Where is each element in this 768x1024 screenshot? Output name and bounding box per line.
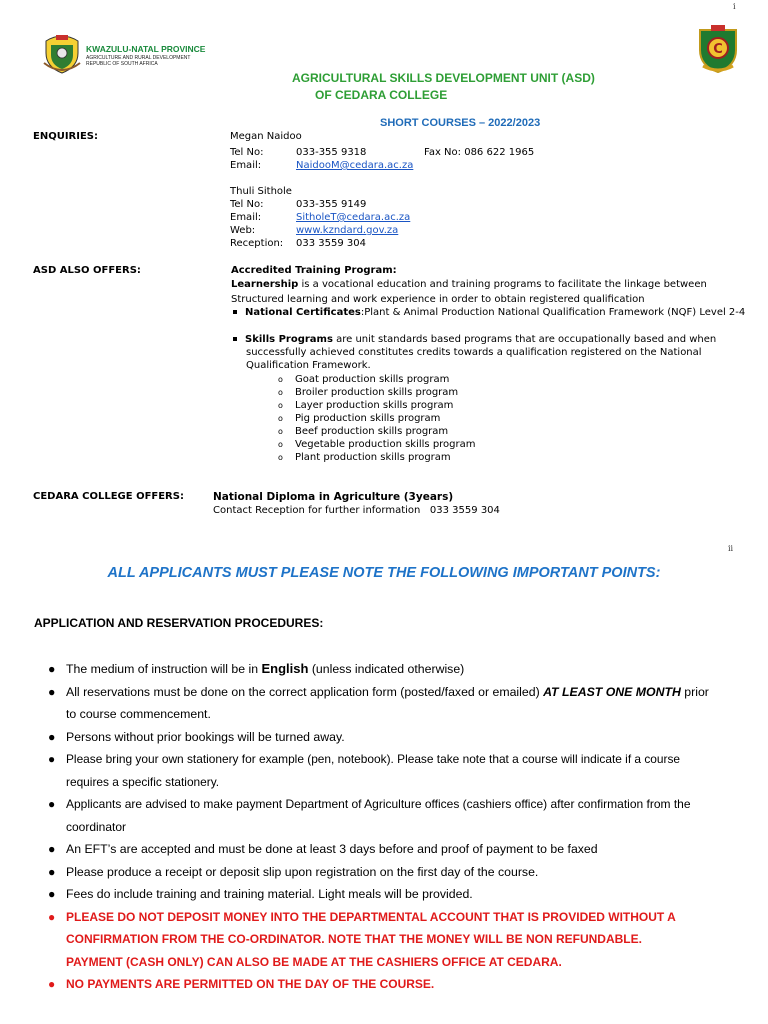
list-item — [278, 373, 476, 386]
bullet-text: prior — [680, 684, 709, 699]
accredited-heading: Accredited Training Program: — [231, 265, 397, 276]
list-item-warning — [48, 906, 746, 974]
reception-number: 033 3559 304 — [296, 238, 366, 249]
kzn-logo — [42, 33, 212, 77]
procedures-heading: APPLICATION AND RESERVATION PROCEDURES: — [34, 616, 324, 630]
list-item — [48, 726, 746, 749]
procedures-list — [48, 658, 746, 996]
circle-bullet-icon: o — [278, 440, 283, 449]
list-item — [278, 451, 476, 464]
warning-text: CONFIRMATION FROM THE CO-ORDINATOR. NOTE THAT THE MONEY WILL BE NON REFUNDABLE. — [66, 932, 642, 946]
country-label: REPUBLIC OF SOUTH AFRICA — [86, 61, 158, 67]
list-item — [278, 425, 476, 438]
learnership-line1 — [231, 278, 707, 291]
program-name: Broiler production skills program — [295, 387, 459, 398]
list-item — [278, 438, 476, 451]
bullet-text: (unless indicated otherwise) — [308, 662, 465, 676]
national-certificates-term: National Certificates — [245, 307, 361, 318]
bullet-text: requires a specific stationery. — [66, 774, 220, 789]
contact1-fax: Fax No: 086 622 1965 — [424, 147, 535, 158]
program-name: Beef production skills program — [295, 426, 449, 437]
enquiries-label: ENQUIRIES: — [33, 131, 98, 142]
contact2-tel-label: Tel No: — [230, 199, 264, 210]
unit-title-line2: OF CEDARA COLLEGE — [315, 88, 448, 102]
warning-text: PLEASE DO NOT DEPOSIT MONEY INTO THE DEPARTMENTAL ACCOUNT THAT IS PROVIDED WITHOUT A — [66, 909, 676, 924]
contact1-name: Megan Naidoo — [230, 131, 302, 142]
list-item — [48, 658, 746, 681]
bullet-emphasis: English — [261, 661, 309, 676]
department-name — [86, 55, 190, 67]
learnership-text: is a vocational education and training programs to facilitate the linkage between — [298, 279, 707, 290]
list-item — [278, 399, 476, 412]
learnership-term: Learnership — [231, 279, 299, 290]
contact2-email-link[interactable]: SitholeT@cedara.ac.za — [296, 212, 411, 223]
province-name: KWAZULU-NATAL PROVINCE — [86, 44, 206, 54]
program-name: Layer production skills program — [295, 400, 454, 411]
bullet-text: All reservations must be done on the correct application form (posted/faxed or emailed) — [66, 684, 544, 699]
skills-programs-text: are unit standards based programs that are occupationally based and when — [332, 334, 717, 345]
bullet-text: Please produce a receipt or deposit slip upon registration on the first day of the course. — [66, 864, 539, 879]
circle-bullet-icon: o — [278, 375, 283, 384]
list-item — [48, 861, 746, 884]
cedara-offers-label: CEDARA COLLEGE OFFERS: — [33, 491, 184, 502]
bullet-text: Fees do include training and training material. Light meals will be provided. — [66, 887, 473, 901]
national-certificates-item — [233, 306, 745, 319]
warning-text: NO PAYMENTS ARE PERMITTED ON THE DAY OF THE COURSE. — [66, 977, 435, 991]
contact1-email-link[interactable]: NaidooM@cedara.ac.za — [296, 160, 414, 171]
bullet-icon: ● — [48, 864, 56, 879]
warning-text: PAYMENT (CASH ONLY) CAN ALSO BE MADE AT THE CASHIERS OFFICE AT CEDARA. — [66, 954, 562, 969]
reception-label: Reception: — [230, 238, 284, 249]
short-courses-title: SHORT COURSES – 2022/2023 — [380, 117, 541, 129]
contact1-email-label: Email: — [230, 160, 262, 171]
bullet-text: An EFT’s are accepted and must be done at least 3 days before and proof of payment to be faxed — [66, 842, 598, 856]
skills-programs-item — [233, 333, 716, 346]
circle-bullet-icon: o — [278, 388, 283, 397]
bullet-text: to course commencement. — [66, 707, 211, 721]
department-label: AGRICULTURE AND RURAL DEVELOPMENT — [86, 55, 191, 61]
learnership-line2: Structured learning and work experience in order to obtain registered qualification — [231, 294, 645, 305]
list-item — [48, 681, 746, 726]
bullet-text: The medium of instruction will be in — [66, 662, 262, 676]
bullet-icon: ● — [48, 797, 56, 811]
skills-programs-term: Skills Programs — [245, 334, 333, 345]
circle-bullet-icon: o — [278, 414, 283, 423]
kzn-coat-of-arms-icon — [42, 33, 82, 75]
list-item-warning — [48, 973, 746, 996]
program-name: Pig production skills program — [295, 413, 441, 424]
bullet-text: Persons without prior bookings will be turned away. — [66, 729, 345, 744]
contact2-tel: 033-355 9149 — [296, 199, 367, 210]
list-item — [278, 386, 476, 399]
page-number-mid: ii — [728, 544, 734, 553]
bullet-text: coordinator — [66, 819, 127, 834]
bullet-icon: ● — [48, 842, 56, 856]
square-bullet-icon — [233, 337, 237, 341]
circle-bullet-icon: o — [278, 427, 283, 436]
bullet-icon: ● — [48, 662, 56, 676]
bullet-icon: ● — [48, 729, 56, 744]
bullet-icon: ● — [48, 752, 56, 766]
list-item — [278, 412, 476, 425]
bullet-icon: ● — [48, 684, 56, 699]
list-item — [48, 793, 746, 838]
bullet-emphasis: AT LEAST ONE MONTH — [543, 684, 681, 699]
skills-program-list — [278, 373, 476, 464]
contact1-tel-label: Tel No: — [230, 147, 264, 158]
program-name: Plant production skills program — [295, 452, 451, 463]
program-name: Goat production skills program — [295, 374, 450, 385]
list-item — [48, 748, 746, 793]
contact1-tel: 033-355 9318 — [296, 147, 367, 158]
list-item — [48, 883, 746, 906]
svg-text:C: C — [713, 42, 723, 57]
bullet-icon: ● — [48, 909, 56, 924]
contact2-email-label: Email: — [230, 212, 262, 223]
bullet-icon: ● — [48, 887, 56, 901]
contact2-name: Thuli Sithole — [230, 186, 292, 197]
asd-offers-label: ASD ALSO OFFERS: — [33, 265, 141, 276]
website-link[interactable]: www.kzndard.gov.za — [296, 225, 399, 236]
bullet-text: Please bring your own stationery for example (pen, notebook). Please take note that a course will indicate if a course — [66, 752, 681, 766]
page-number-top: i — [733, 2, 736, 11]
diploma-contact: Contact Reception for further information 033 3559 304 — [213, 505, 500, 516]
web-label: Web: — [230, 225, 256, 236]
important-notice-heading: ALL APPLICANTS MUST PLEASE NOTE THE FOLLOWING IMPORTANT POINTS: — [107, 565, 661, 581]
cedara-college-crest-icon — [697, 24, 739, 74]
list-item — [48, 838, 746, 861]
circle-bullet-icon: o — [278, 401, 283, 410]
skills-programs-line2: successfully achieved constitutes credits towards a qualification registered on the National — [246, 347, 702, 358]
square-bullet-icon — [233, 310, 237, 314]
skills-programs-line3: Qualification Framework. — [246, 360, 371, 371]
circle-bullet-icon: o — [278, 453, 283, 462]
bullet-text: Applicants are advised to make payment Department of Agriculture offices (cashiers office) after confirmation from the — [66, 797, 691, 811]
diploma-title: National Diploma in Agriculture (3years) — [213, 491, 454, 503]
bullet-icon: ● — [48, 977, 56, 991]
unit-title-line1: AGRICULTURAL SKILLS DEVELOPMENT UNIT (ASD) — [292, 71, 595, 85]
program-name: Vegetable production skills program — [295, 439, 476, 450]
national-certificates-text: :Plant & Animal Production National Qualification Framework (NQF) Level 2-4 — [360, 307, 746, 318]
